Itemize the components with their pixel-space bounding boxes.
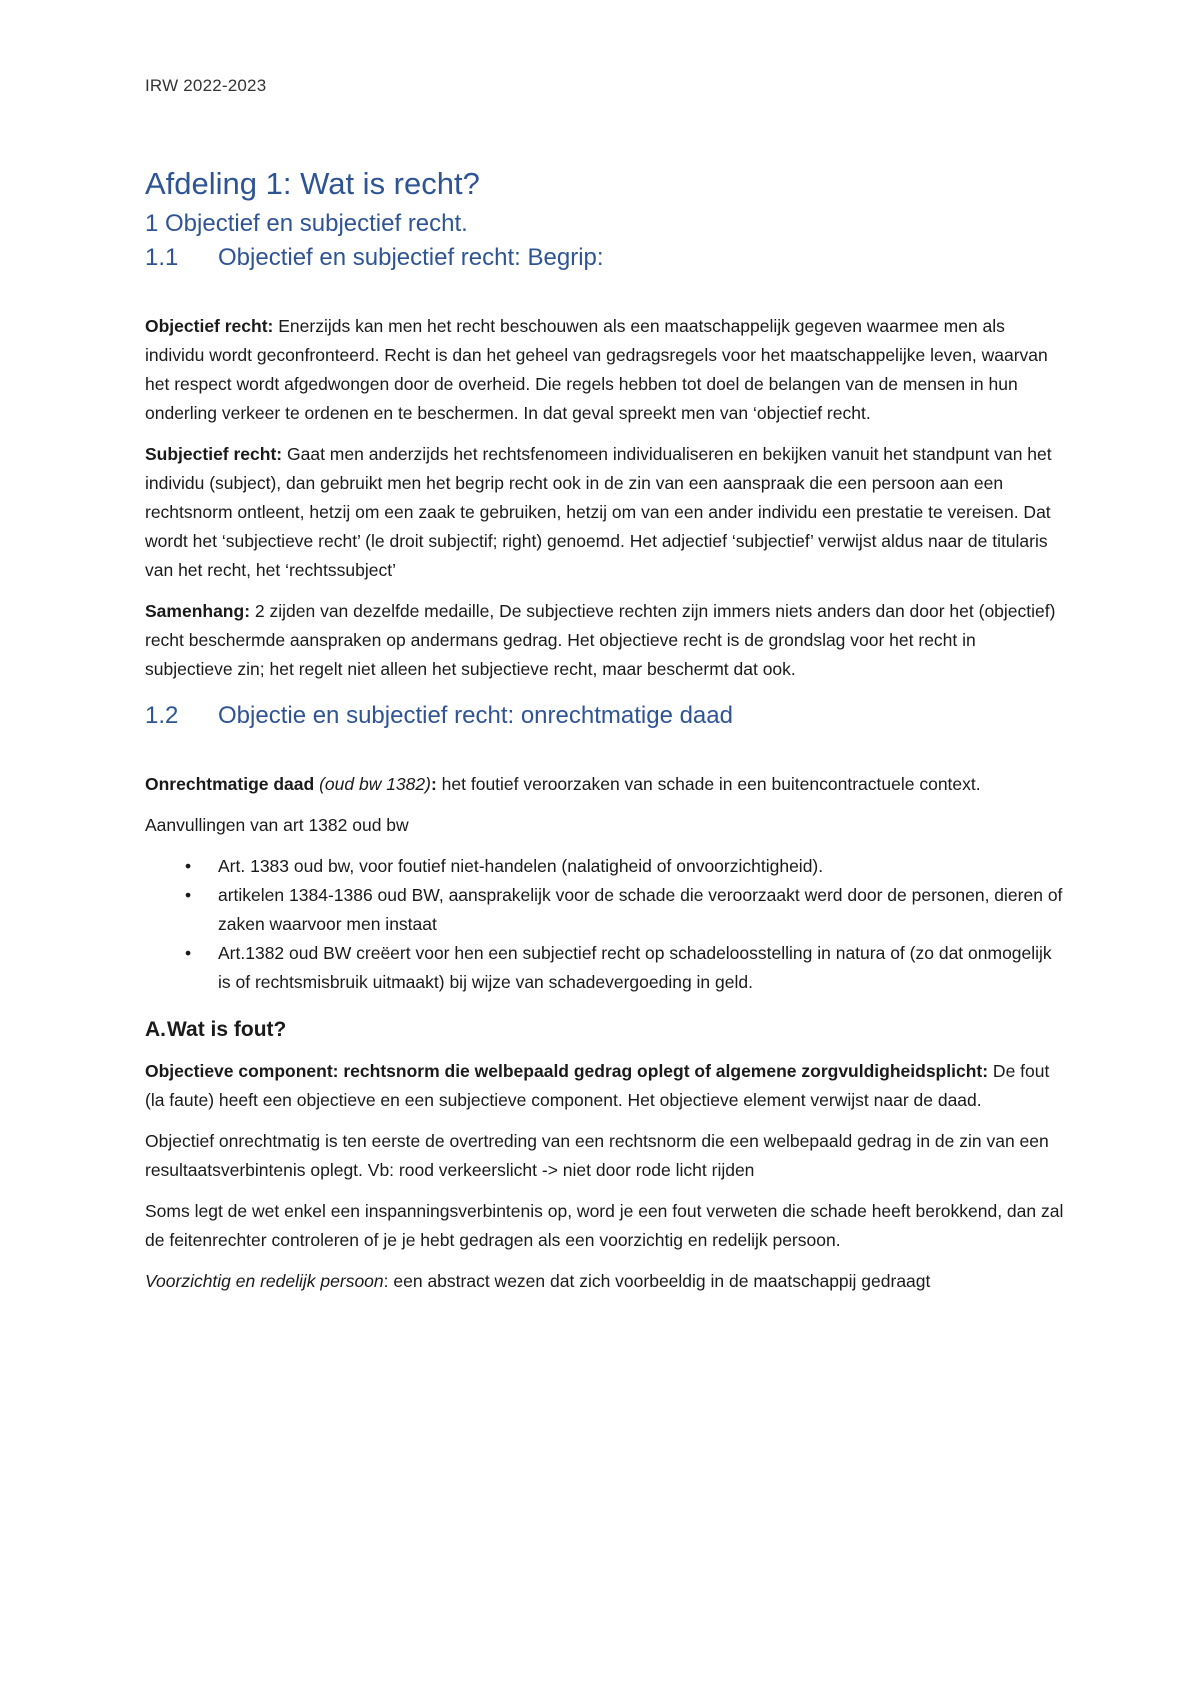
section-title: Wat is fout? xyxy=(167,1018,287,1041)
section-heading-1-2 xyxy=(145,700,1065,732)
bullet-list xyxy=(145,852,1065,997)
list-item xyxy=(145,881,1065,939)
list-item xyxy=(145,939,1065,997)
paragraph-text: De fout (la faute) heeft een objectieve en een subjectieve component. Het objectieve element verwijst naar de daad. xyxy=(145,1061,1050,1110)
list-item-text: artikelen 1384-1386 oud BW, aansprakelijk voor de schade die veroorzaakt werd door de personen, dieren of zaken waarvoor men instaat xyxy=(218,885,1063,934)
term-label: Objectieve component: rechtsnorm die welbepaald gedrag oplegt of algemene zorgvuldigheidsplicht: xyxy=(145,1061,989,1081)
paragraph-samenhang xyxy=(145,597,1065,684)
term-reference: (oud bw 1382) xyxy=(314,774,431,794)
section-number: A. xyxy=(145,1018,166,1041)
paragraph-voorzichtig-persoon xyxy=(145,1267,1065,1296)
page-header: IRW 2022-2023 xyxy=(145,76,267,95)
paragraph-text: Gaat men anderzijds het rechtsfenomeen individualiseren en bekijken vanuit het standpunt van het individu (subject), dan gebruikt men het begrip recht ook in de zin van een aanspraak die een persoon aan een rechtsnorm ontleent, hetzij om een zaak te gebruiken, hetzij om van een ander individu een prestatie te vereisen. Dat wordt het ‘subjectieve recht’ (le droit subjectif; right) genoemd. Het adjectief ‘subjectief’ verwijst aldus naar de titularis van het recht, het ‘rechtssubject’ xyxy=(145,444,1052,580)
term-label: Samenhang: xyxy=(145,601,251,621)
paragraph-text: Enerzijds kan men het recht beschouwen als een maatschappelijk gegeven waarmee men als individu wordt geconfronteerd. Recht is dan het geheel van gedragsregels voor het maatschappelijke leven, waarvan het respect wordt afgedwongen door de overheid. Die regels hebben tot doel de belangen van de mensen in hun onderling verkeer te ordenen en te beschermen. In dat geval spreekt men van ‘objectief recht. xyxy=(145,316,1048,423)
term-label: Objectief recht: xyxy=(145,316,274,336)
document-body xyxy=(145,164,1065,1296)
term-label: Voorzichtig en redelijk persoon xyxy=(145,1271,384,1291)
paragraph-objectief-onrechtmatig: Objectief onrechtmatig is ten eerste de overtreding van een rechtsnorm die een welbepaald gedrag in de zin van een resultaatsverbintenis oplegt. Vb: rood verkeerslicht -> niet door rode licht rijden xyxy=(145,1131,1049,1180)
paragraph-text: : een abstract wezen dat zich voorbeeldig in de maatschappij gedraagt xyxy=(383,1271,931,1291)
bullet-icon: • xyxy=(185,856,192,876)
section-number: 1.2 xyxy=(145,702,179,729)
section-title: Objectie en subjectief recht: onrechtmatige daad xyxy=(218,702,733,729)
paragraph-inspanningsverbintenis: Soms legt de wet enkel een inspanningsverbintenis op, word je een fout verweten die schade heeft berokkend, dan zal de feitenrechter controleren of je je hebt gedragen als een voorzichtig en redelijk persoon. xyxy=(145,1201,1064,1250)
chapter-title: 1 Objectief en subjectief recht. xyxy=(145,210,468,237)
list-item-text: Art. 1383 oud bw, voor foutief niet-handelen (nalatigheid of onvoorzichtigheid). xyxy=(218,856,824,876)
paragraph-objectieve-component xyxy=(145,1057,1065,1115)
section-number: 1.1 xyxy=(145,244,179,271)
section-heading-1-1 xyxy=(145,242,1065,274)
paragraph-aanvullingen: Aanvullingen van art 1382 oud bw xyxy=(145,815,409,835)
paragraph-text: het foutief veroorzaken van schade in een buitencontractuele context. xyxy=(436,774,981,794)
term-label: Onrechtmatige daad xyxy=(145,774,315,794)
bullet-icon: • xyxy=(185,885,192,905)
term-colon: : xyxy=(430,774,437,794)
list-item xyxy=(145,852,1065,881)
paragraph-subjectief-recht xyxy=(145,440,1065,585)
paragraph-text: 2 zijden van dezelfde medaille, De subjectieve rechten zijn immers niets anders dan door het (objectief) recht beschermde aanspraken op andermans gedrag. Het objectieve recht is de grondslag voor het recht in subjectieve zin; het regelt niet alleen het subjectieve recht, maar beschermt dat ook. xyxy=(145,601,1056,679)
part-title: Afdeling 1: Wat is recht? xyxy=(145,166,480,201)
paragraph-onrechtmatige-daad xyxy=(145,770,1065,799)
paragraph-objectief-recht xyxy=(145,312,1065,428)
bullet-icon: • xyxy=(185,943,192,963)
term-label: Subjectief recht: xyxy=(145,444,283,464)
section-heading-a xyxy=(145,1015,1065,1045)
section-title: Objectief en subjectief recht: Begrip: xyxy=(218,244,604,271)
list-item-text: Art.1382 oud BW creëert voor hen een subjectief recht op schadeloosstelling in natura of (zo dat onmogelijk is of rechtsmisbruik uitmaakt) bij wijze van schadevergoeding in geld. xyxy=(218,943,1052,992)
